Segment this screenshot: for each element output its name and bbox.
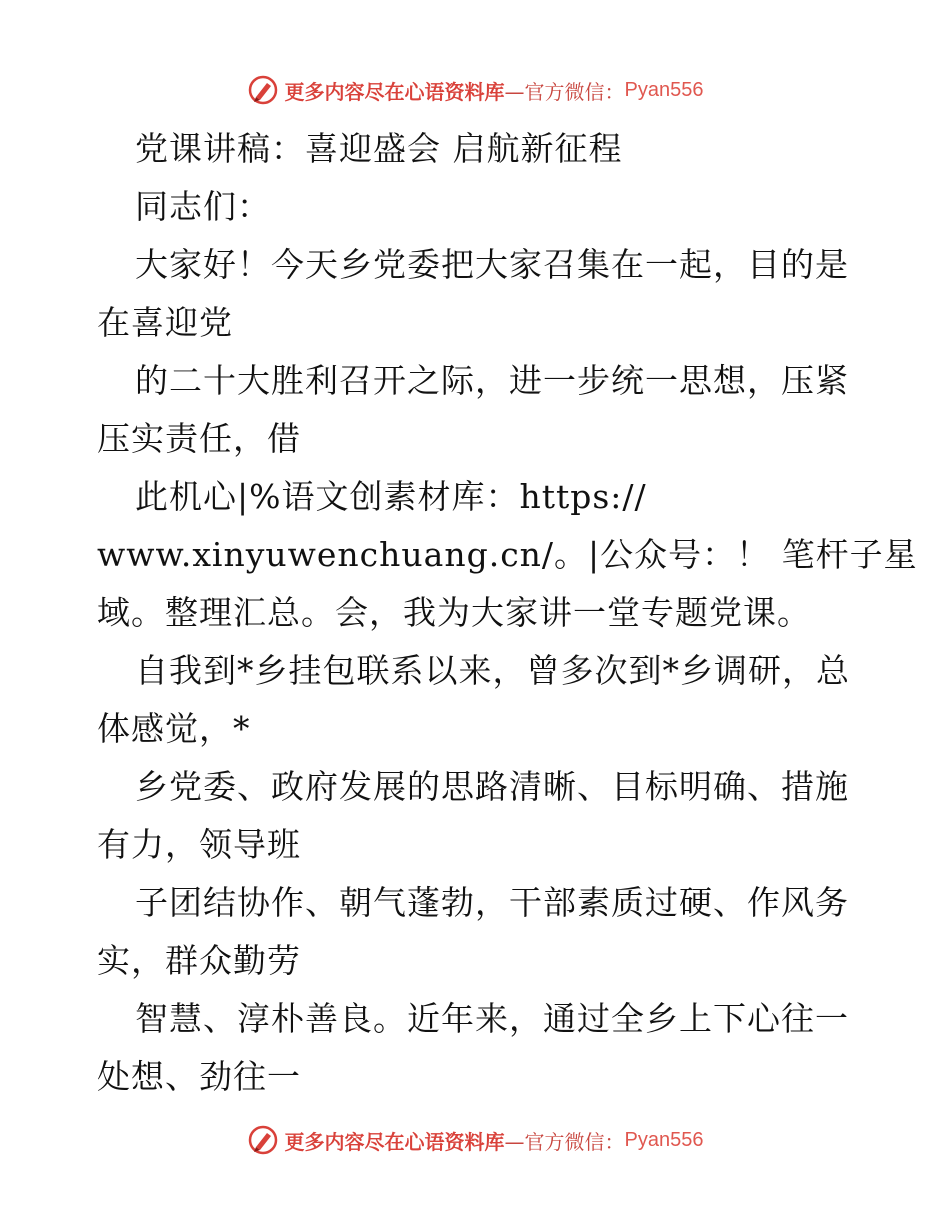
doc-line: 智慧、淳朴善良。近年来，通过全乡上下心往一 — [135, 999, 849, 1038]
doc-line: 大家好！今天乡党委把大家召集在一起，目的是 — [135, 245, 849, 284]
pen-circle-logo-icon — [247, 74, 279, 106]
banner-main-text: 更多内容尽在心语资料库 — [284, 1129, 505, 1154]
doc-line: 体感觉，* — [97, 709, 251, 748]
doc-line: 有力，领导班 — [97, 825, 301, 864]
banner-wechat-handle: Pyan556 — [624, 78, 704, 101]
doc-line: 乡党委、政府发展的思路清晰、目标明确、措施 — [135, 767, 849, 806]
banner-main-text: 更多内容尽在心语资料库 — [284, 79, 505, 104]
doc-line: 子团结协作、朝气蓬勃，干部素质过硬、作风务 — [135, 883, 849, 922]
doc-line: 实，群众勤劳 — [97, 941, 301, 980]
doc-line: 处想、劲往一 — [97, 1057, 301, 1096]
doc-line: 压实责任，借 — [97, 419, 301, 458]
doc-line: 自我到*乡挂包联系以来，曾多次到*乡调研，总 — [135, 651, 850, 690]
doc-line: 的二十大胜利召开之际，进一步统一思想，压紧 — [135, 361, 849, 400]
doc-line: 同志们： — [135, 187, 271, 226]
doc-line: 此机心|%语文创素材库：https:// — [135, 477, 647, 516]
doc-title: 党课讲稿：喜迎盛会 启航新征程 — [135, 129, 623, 168]
document-body — [97, 120, 918, 1106]
header-banner — [0, 70, 950, 110]
doc-line: 在喜迎党 — [97, 303, 233, 342]
doc-line: www.xinyuwenchuang.cn/。|公众号：！ 笔杆子星 — [97, 535, 918, 574]
pen-circle-logo-icon — [247, 1124, 279, 1156]
banner-wechat-handle: Pyan556 — [624, 1128, 704, 1151]
banner-separator-text: —官方微信： — [504, 1129, 625, 1154]
footer-banner — [0, 1120, 950, 1160]
banner-separator-text: —官方微信： — [504, 79, 625, 104]
doc-line: 域。整理汇总。会，我为大家讲一堂专题党课。 — [97, 593, 811, 632]
